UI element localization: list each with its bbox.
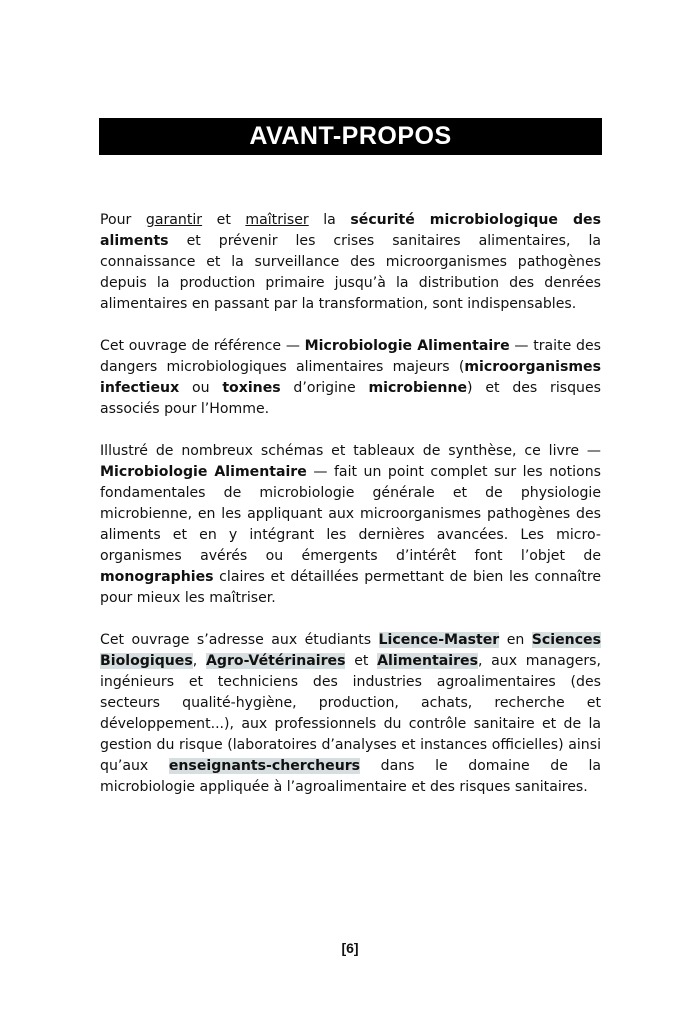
bold-text: Microbiologie Alimentaire: [304, 338, 510, 354]
bold-text: sécurité microbiologique des aliments: [100, 212, 601, 249]
text: et: [345, 653, 378, 669]
bold-text: Microbiologie Alimentaire: [100, 464, 307, 480]
text: , aux managers, ingénieurs et techniciens des industries agroalimentaires (des secteurs qualité-hygiène, production, achats, recherche et développement...), aux professionnels du contrôle sanitaire et de la gestion du risque (laboratoires d’analyses et instances officielles) ainsi qu’aux: [100, 653, 601, 774]
text: — traite des dangers microbiologiques alimentaires majeurs (: [100, 338, 601, 375]
text: en: [499, 632, 532, 648]
bold-text: microbienne: [368, 380, 468, 396]
highlighted-text: enseignants-chercheurs: [168, 758, 361, 774]
underlined-text: maîtriser: [245, 212, 309, 228]
text: dans le domaine de la microbiologie appliquée à l’agroalimentaire et des risques sanitaires.: [100, 758, 602, 795]
text: Cet ouvrage de référence —: [100, 338, 305, 354]
bold-text: toxines: [222, 380, 281, 396]
page-title: AVANT-PROPOS: [99, 118, 602, 155]
text: ,: [192, 653, 206, 669]
text: et prévenir les crises sanitaires alimentaires, la connaissance et la surveillance des microorganismes pathogènes depuis la production primaire jusqu’à la distribution des denrées alimentaires en passant par la transformation, sont indispensables.: [100, 233, 601, 312]
paragraph-2: [100, 336, 601, 420]
text: et: [202, 212, 246, 228]
underlined-text: garantir: [145, 212, 203, 228]
text: d’origine: [280, 380, 369, 396]
text: la: [308, 212, 351, 228]
page-number: [6]: [341, 940, 359, 956]
text: Cet ouvrage s’adresse aux étudiants: [100, 632, 379, 648]
text: Pour: [100, 212, 146, 228]
highlighted-text: Sciences Biologiques: [100, 632, 601, 669]
bold-text: monographies: [100, 569, 214, 585]
highlighted-text: Agro-Vétérinaires: [205, 653, 346, 669]
highlighted-text: Alimentaires: [377, 653, 478, 669]
text: ou: [179, 380, 223, 396]
paragraph-4: [100, 630, 601, 798]
text: Illustré de nombreux schémas et tableaux de synthèse, ce livre —: [100, 443, 601, 459]
bold-text: microorganismes infectieux: [100, 359, 601, 396]
paragraph-1: [100, 210, 601, 315]
text: ) et des risques associés pour l’Homme.: [100, 380, 602, 417]
text: — fait un point complet sur les notions fondamentales de microbiologie générale et de physiologie microbienne, en les appliquant aux microorganismes pathogènes des aliments et en y intégrant les dernières avancées. Les micro-organismes avérés ou émergents d’intérêt font l’objet de: [100, 464, 601, 564]
text: claires et détaillées permettant de bien les connaître pour mieux les maîtriser.: [100, 569, 601, 606]
highlighted-text: Licence-Master: [378, 632, 500, 648]
paragraph-3: [100, 441, 601, 609]
body-text: [100, 210, 601, 819]
